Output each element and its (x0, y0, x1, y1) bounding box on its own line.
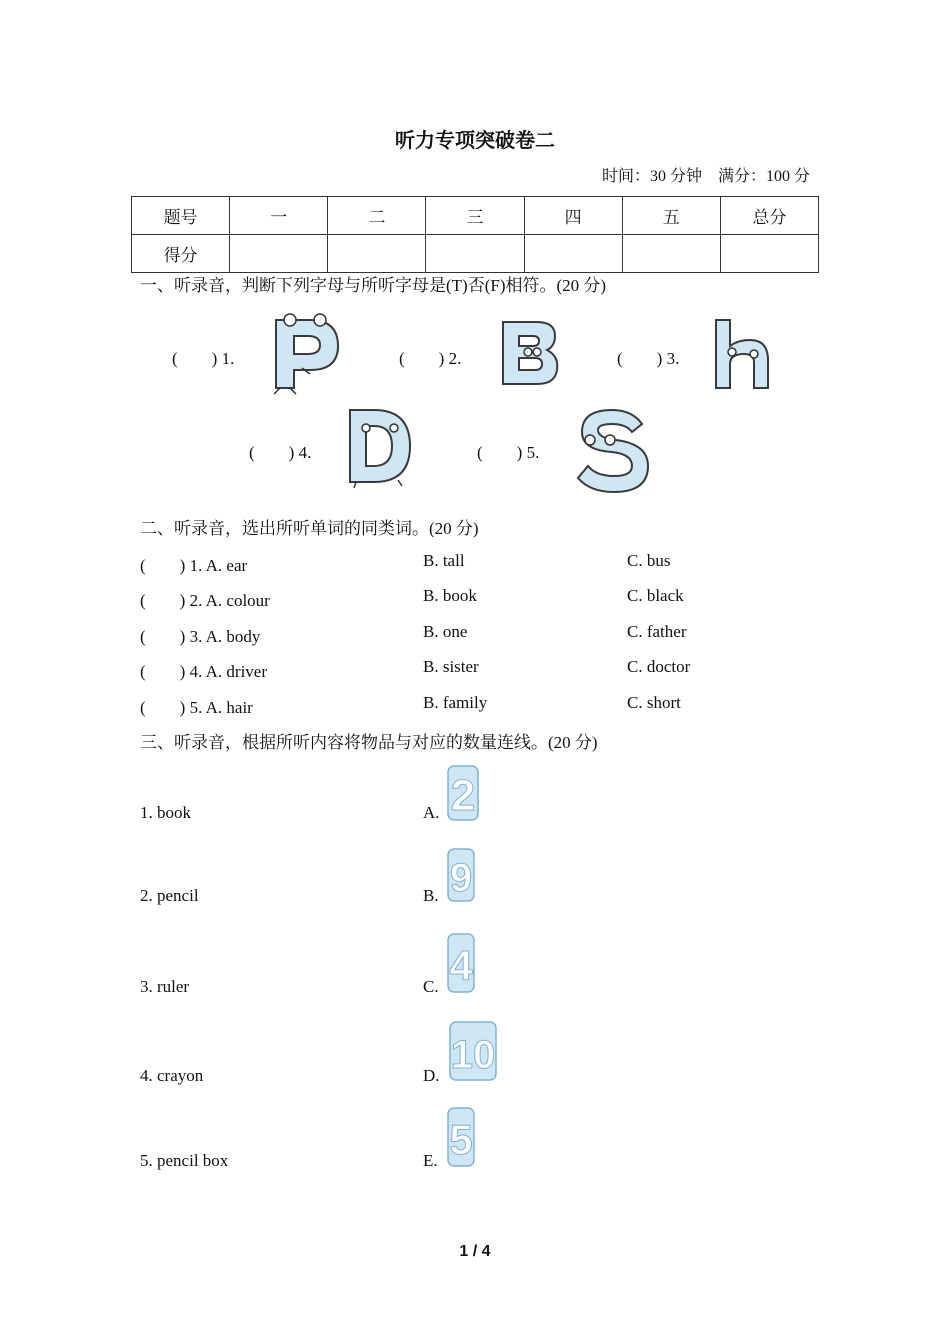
number-9-image (446, 847, 476, 903)
table-cell: 一 (230, 197, 328, 235)
section2-option-c[interactable]: C. doctor (627, 657, 691, 676)
match-right-label[interactable]: D. (423, 1066, 440, 1085)
table-cell: 四 (524, 197, 622, 235)
section2-item[interactable]: ( ) 4. A. driver (140, 662, 268, 681)
page-number: 1 / 4 (459, 1243, 491, 1260)
exam-meta: 时间：30 分钟 满分：100 分 (601, 168, 810, 185)
table-cell: 三 (426, 197, 524, 235)
section2-item[interactable]: ( ) 5. A. hair (140, 698, 253, 717)
score-table-score-row (132, 235, 819, 273)
letter-d-icon (344, 404, 416, 488)
number-glyph: 2 (450, 771, 476, 820)
table-cell: 总分 (720, 197, 818, 235)
section2-option-b[interactable]: B. book (423, 586, 477, 605)
number-5-image (446, 1106, 476, 1168)
table-cell: 题号 (132, 197, 230, 235)
section2-option-b[interactable]: B. sister (423, 657, 479, 676)
number-icon (446, 764, 480, 822)
letter-b-image (497, 318, 561, 388)
score-input-cell[interactable] (230, 235, 328, 273)
number-glyph: 5 (449, 1116, 473, 1163)
score-input-cell[interactable] (426, 235, 524, 273)
section2-option-c[interactable]: C. bus (627, 551, 671, 570)
match-right-label[interactable]: C. (423, 977, 439, 996)
letter-s-image (572, 404, 656, 494)
section2-item[interactable]: ( ) 1. A. ear (140, 556, 248, 575)
table-cell: 二 (328, 197, 426, 235)
score-table-header-row (132, 197, 819, 235)
section2-option-b[interactable]: B. one (423, 622, 468, 641)
section2-option-c[interactable]: C. father (627, 622, 687, 641)
section1-item-label[interactable]: ( ) 5. (477, 443, 540, 462)
match-left-item[interactable]: 4. crayon (140, 1066, 204, 1085)
score-input-cell[interactable] (622, 235, 720, 273)
match-left-item[interactable]: 1. book (140, 803, 191, 822)
number-2-image (446, 764, 480, 822)
letter-s-icon (572, 404, 656, 494)
score-input-cell[interactable] (720, 235, 818, 273)
score-input-cell[interactable] (524, 235, 622, 273)
section2-option-b[interactable]: B. tall (423, 551, 465, 570)
letter-p-image (266, 308, 346, 400)
section2-option-c[interactable]: C. black (627, 586, 684, 605)
number-glyph: 10 (450, 1033, 496, 1077)
number-icon (446, 847, 476, 903)
letter-b-icon (497, 318, 561, 388)
match-left-item[interactable]: 2. pencil (140, 886, 199, 905)
section2-option-b[interactable]: B. family (423, 693, 488, 712)
number-glyph: 4 (449, 942, 473, 989)
number-icon (446, 932, 476, 994)
section2-option-c[interactable]: C. short (627, 693, 681, 712)
section2-item[interactable]: ( ) 3. A. body (140, 627, 261, 646)
letter-d-image (344, 404, 416, 488)
section1-item-label[interactable]: ( ) 3. (617, 349, 680, 368)
number-glyph: 9 (449, 856, 473, 900)
match-right-label[interactable]: B. (423, 886, 439, 905)
section1-item-label[interactable]: ( ) 2. (399, 349, 462, 368)
section3-heading: 三、听录音，根据所听内容将物品与对应的数量连线。(20 分) (140, 733, 598, 752)
section1-heading: 一、听录音，判断下列字母与所听字母是(T)否(F)相符。(20 分) (140, 276, 607, 295)
section2-heading: 二、听录音，选出所听单词的同类词。(20 分) (140, 519, 479, 538)
section2-item[interactable]: ( ) 2. A. colour (140, 591, 270, 610)
match-left-item[interactable]: 3. ruler (140, 977, 190, 996)
table-cell: 得分 (132, 235, 230, 273)
page-title: 听力专项突破卷二 (395, 128, 555, 152)
number-10-image (448, 1020, 498, 1082)
section1-item-label[interactable]: ( ) 1. (172, 349, 235, 368)
number-icon (448, 1020, 498, 1082)
score-table (131, 196, 819, 273)
table-cell: 五 (622, 197, 720, 235)
letter-p-icon (266, 308, 346, 400)
letter-h-icon (712, 316, 772, 390)
number-4-image (446, 932, 476, 994)
match-left-item[interactable]: 5. pencil box (140, 1151, 229, 1170)
match-right-label[interactable]: E. (423, 1151, 438, 1170)
letter-h-image (712, 316, 772, 390)
match-right-label[interactable]: A. (423, 803, 440, 822)
score-input-cell[interactable] (328, 235, 426, 273)
number-icon (446, 1106, 476, 1168)
section1-item-label[interactable]: ( ) 4. (249, 443, 312, 462)
